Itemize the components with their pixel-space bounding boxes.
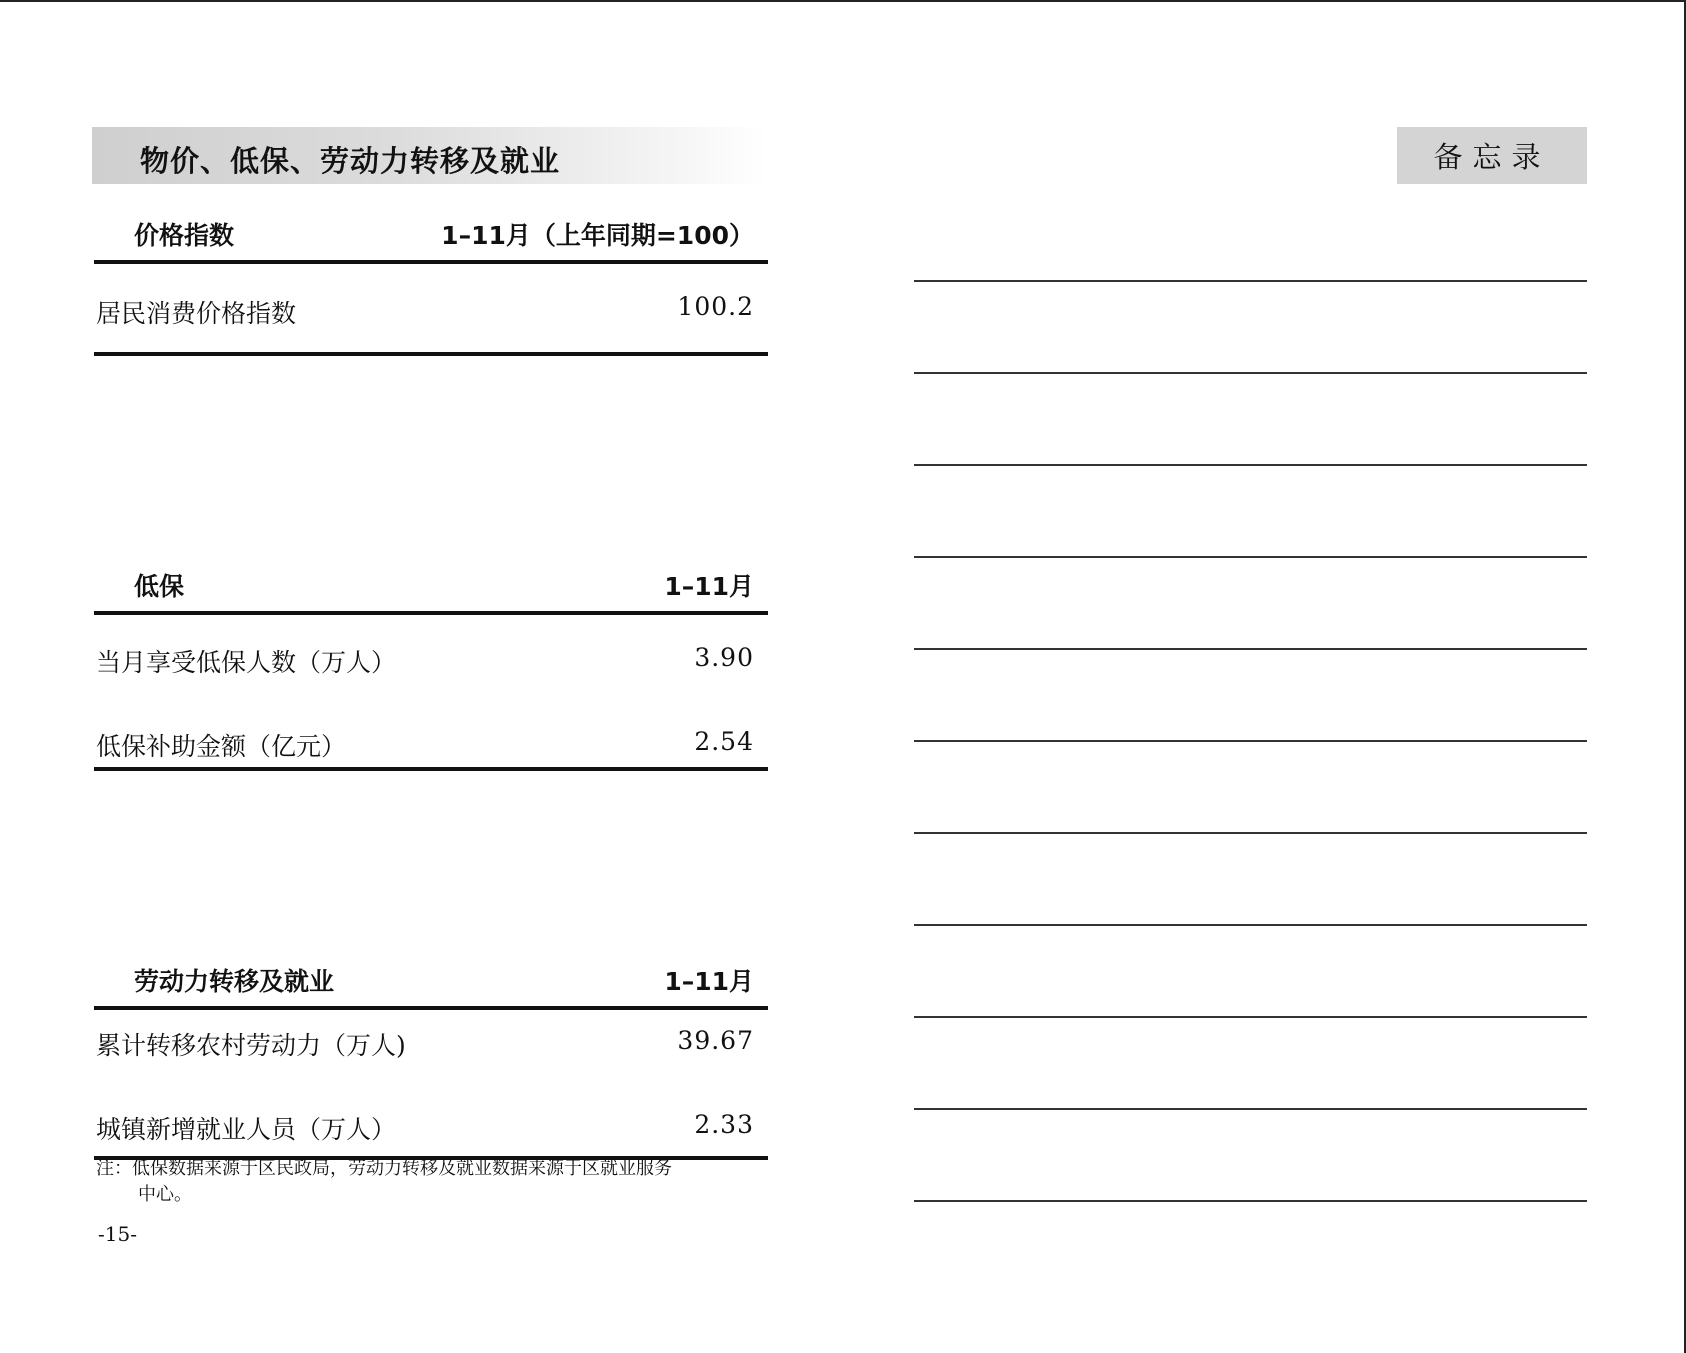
footer-rule	[94, 767, 768, 771]
page-title: 物价、低保、劳动力转移及就业	[140, 144, 561, 178]
labor-section	[94, 958, 768, 1160]
memo-line	[914, 740, 1587, 742]
price-index-heading: 价格指数	[134, 221, 235, 250]
footnote-line-1: 注：低保数据来源于区民政局，劳动力转移及就业数据来源于区就业服务	[96, 1158, 672, 1179]
memo-line	[914, 1200, 1587, 1202]
table-row	[94, 264, 768, 352]
memo-line	[914, 280, 1587, 282]
row-value: 2.33	[694, 1110, 754, 1139]
memo-line	[914, 924, 1587, 926]
memo-heading	[1397, 127, 1587, 184]
footer-rule	[94, 352, 768, 356]
memo-line	[914, 1016, 1587, 1018]
row-value: 3.90	[694, 643, 754, 672]
table-row	[94, 615, 768, 699]
labor-header	[94, 958, 768, 1006]
page-border-top	[0, 0, 1686, 2]
subsistence-section	[94, 563, 768, 771]
memo-line	[914, 648, 1587, 650]
row-label: 当月享受低保人数（万人）	[96, 648, 397, 677]
row-label: 居民消费价格指数	[96, 299, 297, 328]
price-index-header	[94, 212, 768, 260]
row-label: 低保补助金额（亿元）	[96, 732, 347, 761]
memo-line	[914, 372, 1587, 374]
memo-title: 备忘录	[1433, 140, 1551, 174]
row-value: 100.2	[677, 292, 754, 321]
footnote	[96, 1156, 776, 1208]
labor-period: 1–11月	[664, 967, 754, 996]
row-value: 39.67	[677, 1026, 754, 1055]
table-row	[94, 699, 768, 767]
row-value: 2.54	[694, 727, 754, 756]
memo-line	[914, 556, 1587, 558]
memo-line	[914, 464, 1587, 466]
price-index-section	[94, 212, 768, 356]
title-band	[92, 127, 766, 184]
table-row	[94, 1010, 768, 1096]
row-label: 城镇新增就业人员（万人）	[96, 1115, 397, 1144]
labor-heading: 劳动力转移及就业	[134, 967, 335, 996]
memo-line	[914, 832, 1587, 834]
footnote-line-2: 中心。	[138, 1184, 192, 1205]
subsistence-heading: 低保	[134, 572, 185, 601]
subsistence-period: 1–11月	[664, 572, 754, 601]
price-index-period: 1–11月（上年同期=100）	[441, 221, 754, 250]
table-row	[94, 1096, 768, 1156]
subsistence-header	[94, 563, 768, 611]
memo-line	[914, 1108, 1587, 1110]
page-number: -15-	[98, 1222, 137, 1246]
row-label: 累计转移农村劳动力（万人)	[96, 1031, 406, 1060]
